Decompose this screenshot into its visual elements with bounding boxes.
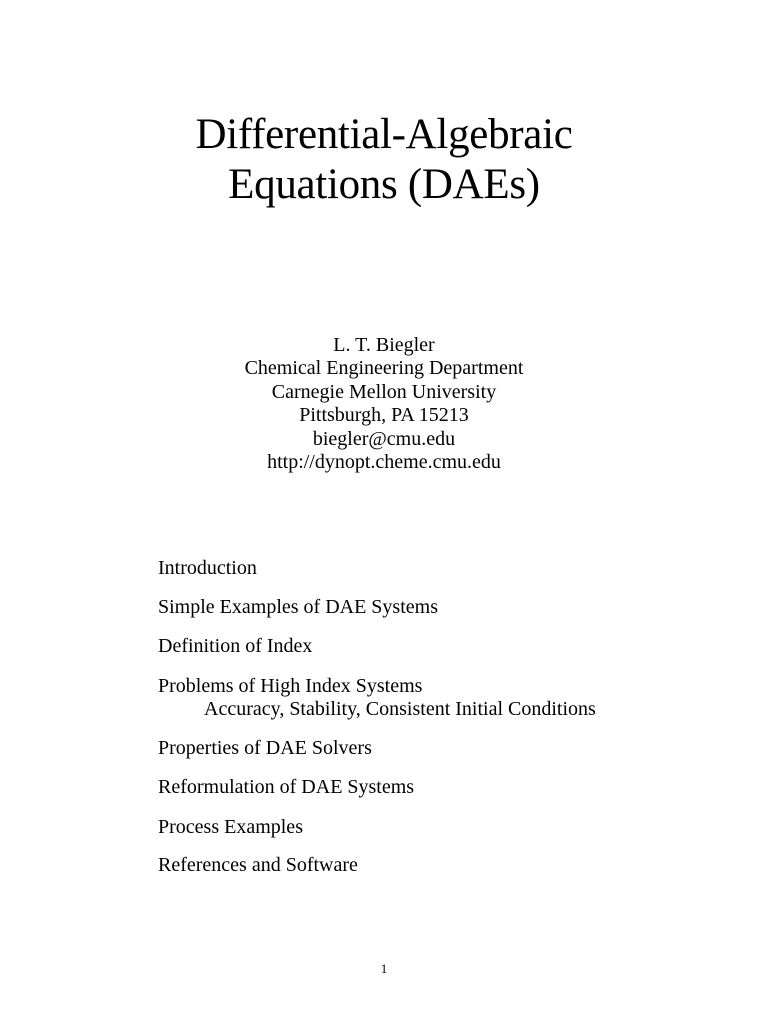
author-block	[0, 334, 768, 474]
toc-item-reformulation	[158, 776, 596, 799]
toc-item-simple-examples	[158, 596, 596, 619]
author-address: Pittsburgh, PA 15213	[299, 404, 469, 427]
toc-item-label: Introduction	[158, 557, 257, 579]
author-website: http://dynopt.cheme.cmu.edu	[267, 451, 501, 474]
toc-item-label: Problems of High Index Systems	[158, 675, 423, 697]
table-of-contents	[158, 557, 596, 878]
toc-item-label: Reformulation of DAE Systems	[158, 776, 415, 799]
toc-item-label: Definition of Index	[158, 635, 313, 657]
title-line-2: Equations (DAEs)	[228, 161, 540, 208]
author-email: biegler@cmu.edu	[312, 427, 456, 450]
toc-item-label: Simple Examples of DAE Systems	[158, 596, 438, 618]
title-line-1: Differential-Algebraic	[195, 111, 573, 158]
toc-item-label: Process Examples	[158, 816, 303, 839]
toc-item-high-index-problems	[158, 675, 596, 722]
page-number: 1	[380, 961, 388, 976]
toc-item-label: References and Software	[158, 854, 358, 877]
author-name: L. T. Biegler	[333, 334, 435, 356]
document-title	[0, 110, 768, 210]
toc-item-references	[158, 854, 596, 877]
toc-item-introduction	[158, 557, 596, 580]
toc-subitem-label: Accuracy, Stability, Consistent Initial Conditions	[204, 698, 596, 721]
toc-item-dae-solvers	[158, 737, 596, 760]
toc-item-process-examples	[158, 816, 596, 839]
author-department: Chemical Engineering Department	[244, 357, 524, 380]
toc-item-label: Properties of DAE Solvers	[158, 737, 372, 760]
author-university: Carnegie Mellon University	[271, 380, 497, 403]
toc-item-definition-of-index	[158, 635, 596, 658]
